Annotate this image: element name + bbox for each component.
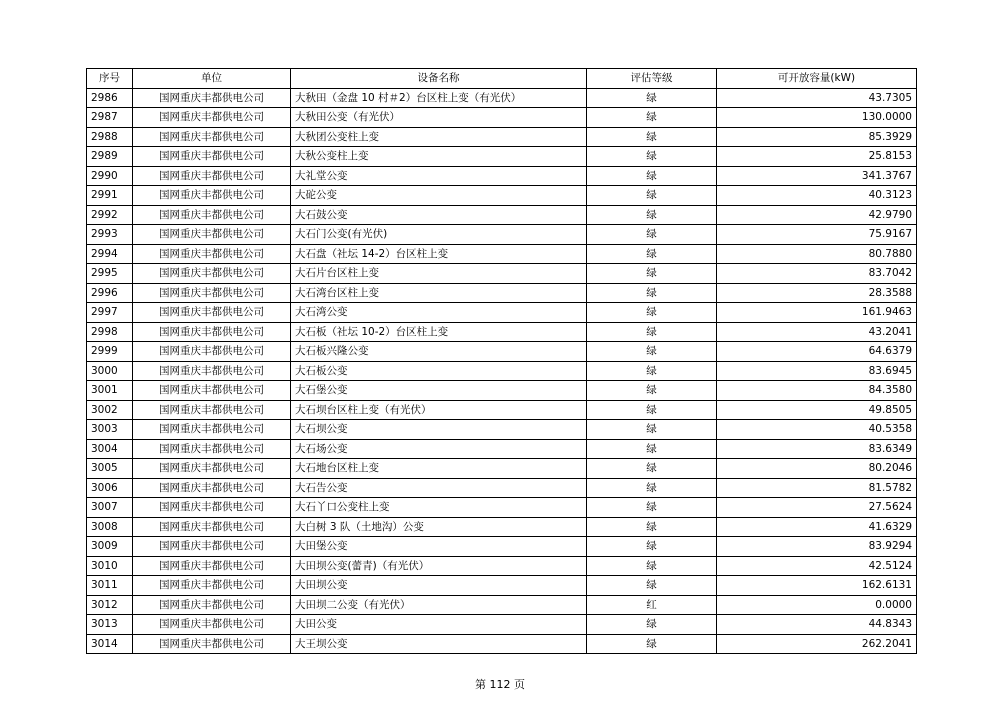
cell-capacity: 84.3580 [717, 381, 917, 401]
cell-seq: 3006 [87, 478, 133, 498]
cell-device-name: 大石湾台区柱上变 [291, 283, 587, 303]
cell-grade: 绿 [587, 166, 717, 186]
cell-capacity: 42.9790 [717, 205, 917, 225]
table-row [87, 615, 917, 635]
cell-device-name: 大石告公变 [291, 478, 587, 498]
cell-device-name: 大石板公变 [291, 361, 587, 381]
cell-seq: 3005 [87, 459, 133, 479]
cell-grade: 绿 [587, 127, 717, 147]
cell-unit: 国网重庆丰都供电公司 [133, 420, 291, 440]
cell-device-name: 大石盘（社坛 14-2）台区柱上变 [291, 244, 587, 264]
cell-unit: 国网重庆丰都供电公司 [133, 459, 291, 479]
cell-grade: 绿 [587, 498, 717, 518]
table-row [87, 595, 917, 615]
cell-grade: 绿 [587, 342, 717, 362]
cell-capacity: 83.6945 [717, 361, 917, 381]
cell-seq: 2994 [87, 244, 133, 264]
cell-unit: 国网重庆丰都供电公司 [133, 127, 291, 147]
cell-device-name: 大秋公变柱上变 [291, 147, 587, 167]
cell-unit: 国网重庆丰都供电公司 [133, 166, 291, 186]
table-row [87, 634, 917, 654]
cell-seq: 3008 [87, 517, 133, 537]
cell-seq: 2991 [87, 186, 133, 206]
table-row [87, 127, 917, 147]
cell-device-name: 大石地台区柱上变 [291, 459, 587, 479]
cell-seq: 2996 [87, 283, 133, 303]
cell-device-name: 大砣公变 [291, 186, 587, 206]
cell-capacity: 80.7880 [717, 244, 917, 264]
cell-device-name: 大田坝公变 [291, 576, 587, 596]
cell-grade: 绿 [587, 186, 717, 206]
cell-unit: 国网重庆丰都供电公司 [133, 478, 291, 498]
cell-capacity: 40.5358 [717, 420, 917, 440]
cell-capacity: 25.8153 [717, 147, 917, 167]
table-row [87, 205, 917, 225]
table-row [87, 283, 917, 303]
cell-unit: 国网重庆丰都供电公司 [133, 283, 291, 303]
table-row [87, 478, 917, 498]
cell-seq: 3010 [87, 556, 133, 576]
cell-grade: 绿 [587, 244, 717, 264]
cell-capacity: 43.2041 [717, 322, 917, 342]
table-row [87, 342, 917, 362]
table-header-row [87, 69, 917, 89]
cell-unit: 国网重庆丰都供电公司 [133, 205, 291, 225]
table-row [87, 186, 917, 206]
cell-device-name: 大白树 3 队（土地沟）公变 [291, 517, 587, 537]
cell-grade: 绿 [587, 381, 717, 401]
cell-capacity: 162.6131 [717, 576, 917, 596]
cell-grade: 绿 [587, 147, 717, 167]
cell-grade: 绿 [587, 459, 717, 479]
cell-seq: 2998 [87, 322, 133, 342]
cell-capacity: 44.8343 [717, 615, 917, 635]
cell-grade: 绿 [587, 283, 717, 303]
cell-device-name: 大田坝二公变（有光伏） [291, 595, 587, 615]
cell-grade: 绿 [587, 225, 717, 245]
cell-seq: 3014 [87, 634, 133, 654]
cell-unit: 国网重庆丰都供电公司 [133, 634, 291, 654]
cell-grade: 红 [587, 595, 717, 615]
cell-capacity: 43.7305 [717, 88, 917, 108]
cell-unit: 国网重庆丰都供电公司 [133, 439, 291, 459]
cell-unit: 国网重庆丰都供电公司 [133, 517, 291, 537]
cell-unit: 国网重庆丰都供电公司 [133, 322, 291, 342]
cell-seq: 2993 [87, 225, 133, 245]
cell-seq: 2989 [87, 147, 133, 167]
cell-unit: 国网重庆丰都供电公司 [133, 615, 291, 635]
cell-device-name: 大石门公变(有光伏) [291, 225, 587, 245]
cell-seq: 2988 [87, 127, 133, 147]
table-row [87, 225, 917, 245]
cell-capacity: 83.7042 [717, 264, 917, 284]
header-capacity: 可开放容量(kW) [717, 69, 917, 89]
table-row [87, 303, 917, 323]
cell-unit: 国网重庆丰都供电公司 [133, 88, 291, 108]
cell-capacity: 42.5124 [717, 556, 917, 576]
cell-capacity: 28.3588 [717, 283, 917, 303]
cell-device-name: 大石板（社坛 10-2）台区柱上变 [291, 322, 587, 342]
capacity-table [86, 68, 917, 654]
cell-device-name: 大石鼓公变 [291, 205, 587, 225]
table-body [87, 88, 917, 654]
cell-unit: 国网重庆丰都供电公司 [133, 498, 291, 518]
table-row [87, 439, 917, 459]
cell-unit: 国网重庆丰都供电公司 [133, 264, 291, 284]
cell-unit: 国网重庆丰都供电公司 [133, 400, 291, 420]
cell-capacity: 0.0000 [717, 595, 917, 615]
header-grade: 评估等级 [587, 69, 717, 89]
cell-seq: 3007 [87, 498, 133, 518]
cell-seq: 2992 [87, 205, 133, 225]
cell-device-name: 大石丫口公变柱上变 [291, 498, 587, 518]
cell-seq: 3004 [87, 439, 133, 459]
table-row [87, 264, 917, 284]
cell-device-name: 大石坝台区柱上变（有光伏） [291, 400, 587, 420]
cell-grade: 绿 [587, 420, 717, 440]
cell-seq: 3001 [87, 381, 133, 401]
cell-grade: 绿 [587, 88, 717, 108]
cell-capacity: 130.0000 [717, 108, 917, 128]
cell-unit: 国网重庆丰都供电公司 [133, 244, 291, 264]
table-row [87, 400, 917, 420]
cell-device-name: 大石坝公变 [291, 420, 587, 440]
header-device-name: 设备名称 [291, 69, 587, 89]
cell-device-name: 大石板兴隆公变 [291, 342, 587, 362]
cell-capacity: 85.3929 [717, 127, 917, 147]
cell-grade: 绿 [587, 303, 717, 323]
cell-seq: 2997 [87, 303, 133, 323]
cell-device-name: 大石堡公变 [291, 381, 587, 401]
cell-seq: 3000 [87, 361, 133, 381]
table-row [87, 381, 917, 401]
table-row [87, 537, 917, 557]
cell-capacity: 49.8505 [717, 400, 917, 420]
cell-unit: 国网重庆丰都供电公司 [133, 361, 291, 381]
cell-grade: 绿 [587, 264, 717, 284]
cell-capacity: 75.9167 [717, 225, 917, 245]
table-row [87, 361, 917, 381]
table-row [87, 88, 917, 108]
cell-capacity: 81.5782 [717, 478, 917, 498]
table-row [87, 498, 917, 518]
cell-grade: 绿 [587, 400, 717, 420]
cell-seq: 3013 [87, 615, 133, 635]
cell-seq: 3012 [87, 595, 133, 615]
cell-unit: 国网重庆丰都供电公司 [133, 381, 291, 401]
page-number: 第 112 页 [475, 678, 525, 691]
cell-device-name: 大礼堂公变 [291, 166, 587, 186]
cell-unit: 国网重庆丰都供电公司 [133, 342, 291, 362]
cell-grade: 绿 [587, 322, 717, 342]
cell-unit: 国网重庆丰都供电公司 [133, 303, 291, 323]
cell-unit: 国网重庆丰都供电公司 [133, 186, 291, 206]
table-row [87, 517, 917, 537]
cell-seq: 2987 [87, 108, 133, 128]
cell-unit: 国网重庆丰都供电公司 [133, 595, 291, 615]
header-seq: 序号 [87, 69, 133, 89]
cell-capacity: 41.6329 [717, 517, 917, 537]
cell-device-name: 大田堡公变 [291, 537, 587, 557]
cell-unit: 国网重庆丰都供电公司 [133, 225, 291, 245]
cell-seq: 3003 [87, 420, 133, 440]
cell-capacity: 27.5624 [717, 498, 917, 518]
cell-capacity: 341.3767 [717, 166, 917, 186]
cell-grade: 绿 [587, 439, 717, 459]
cell-seq: 2995 [87, 264, 133, 284]
cell-capacity: 64.6379 [717, 342, 917, 362]
table-row [87, 576, 917, 596]
cell-seq: 3009 [87, 537, 133, 557]
table-row [87, 420, 917, 440]
cell-grade: 绿 [587, 634, 717, 654]
cell-device-name: 大石场公变 [291, 439, 587, 459]
cell-grade: 绿 [587, 205, 717, 225]
cell-capacity: 40.3123 [717, 186, 917, 206]
cell-grade: 绿 [587, 556, 717, 576]
cell-capacity: 161.9463 [717, 303, 917, 323]
cell-grade: 绿 [587, 478, 717, 498]
cell-unit: 国网重庆丰都供电公司 [133, 108, 291, 128]
cell-seq: 3002 [87, 400, 133, 420]
cell-device-name: 大田坝公变(蕾青)（有光伏） [291, 556, 587, 576]
table-row [87, 556, 917, 576]
cell-device-name: 大秋团公变柱上变 [291, 127, 587, 147]
cell-capacity: 262.2041 [717, 634, 917, 654]
cell-grade: 绿 [587, 615, 717, 635]
cell-grade: 绿 [587, 537, 717, 557]
cell-device-name: 大石片台区柱上变 [291, 264, 587, 284]
cell-grade: 绿 [587, 517, 717, 537]
cell-capacity: 83.6349 [717, 439, 917, 459]
cell-unit: 国网重庆丰都供电公司 [133, 576, 291, 596]
cell-grade: 绿 [587, 576, 717, 596]
table-row [87, 147, 917, 167]
cell-seq: 2999 [87, 342, 133, 362]
cell-device-name: 大石湾公变 [291, 303, 587, 323]
cell-seq: 2990 [87, 166, 133, 186]
table-row [87, 322, 917, 342]
cell-capacity: 83.9294 [717, 537, 917, 557]
table-row [87, 166, 917, 186]
cell-device-name: 大王坝公变 [291, 634, 587, 654]
cell-unit: 国网重庆丰都供电公司 [133, 537, 291, 557]
table-row [87, 108, 917, 128]
cell-grade: 绿 [587, 108, 717, 128]
header-unit: 单位 [133, 69, 291, 89]
cell-unit: 国网重庆丰都供电公司 [133, 556, 291, 576]
cell-device-name: 大田公变 [291, 615, 587, 635]
cell-grade: 绿 [587, 361, 717, 381]
table-row [87, 244, 917, 264]
table-row [87, 459, 917, 479]
cell-seq: 2986 [87, 88, 133, 108]
cell-capacity: 80.2046 [717, 459, 917, 479]
cell-device-name: 大秋田（金盘 10 村＃2）台区柱上变（有光伏） [291, 88, 587, 108]
cell-device-name: 大秋田公变（有光伏） [291, 108, 587, 128]
cell-seq: 3011 [87, 576, 133, 596]
cell-unit: 国网重庆丰都供电公司 [133, 147, 291, 167]
